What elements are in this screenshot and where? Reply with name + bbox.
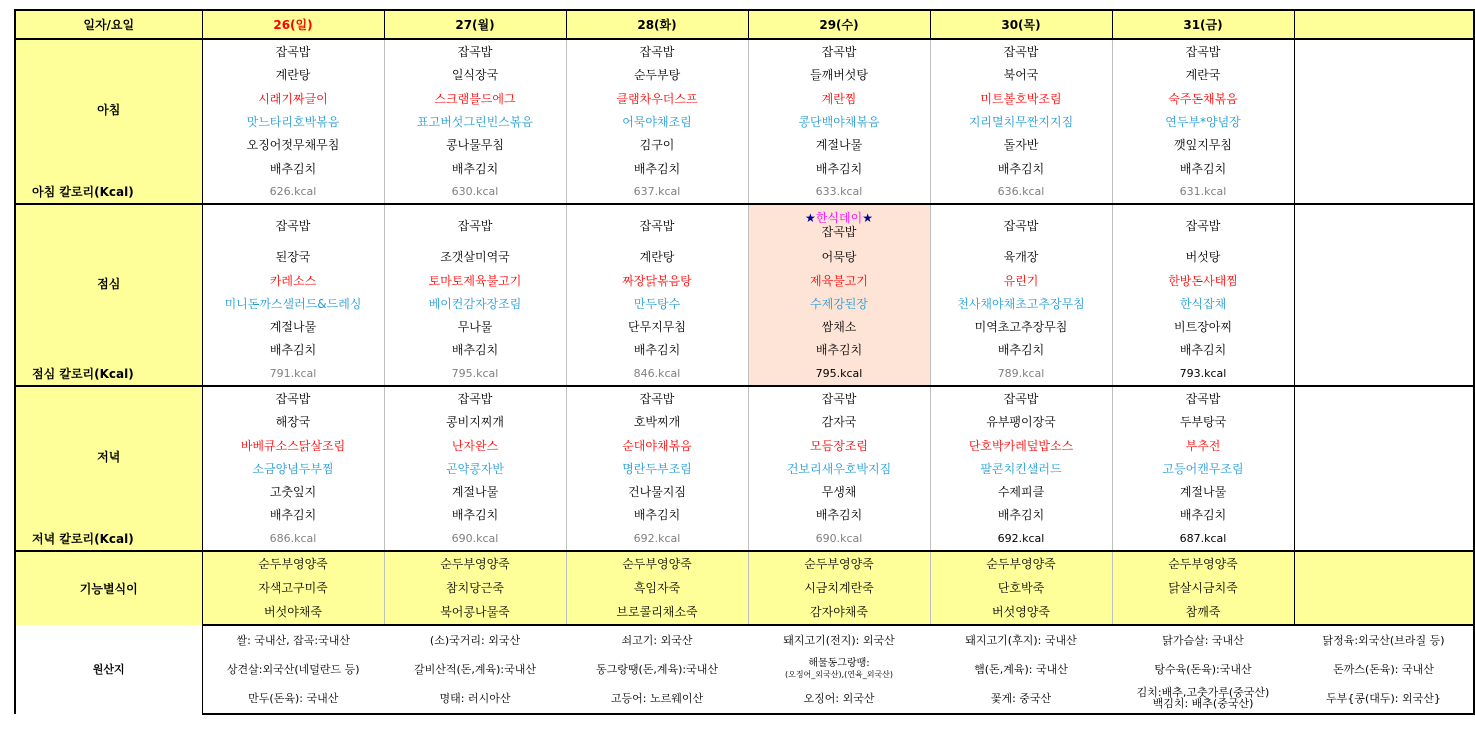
origin-item: 동그랑땡(돈,계육):국내산 xyxy=(595,663,719,677)
calorie-value: 791.kcal xyxy=(202,362,384,386)
empty-cell xyxy=(1294,292,1474,315)
lunch-row xyxy=(15,204,1474,245)
menu-item: 배추김치 xyxy=(384,503,566,526)
empty-cell xyxy=(1294,204,1474,245)
menu-item: 깻잎지무침 xyxy=(1112,133,1294,156)
breakfast-row xyxy=(15,110,1474,133)
empty-cell xyxy=(1294,551,1474,576)
calorie-value: 637.kcal xyxy=(566,180,748,204)
menu-item: 순두부탕 xyxy=(566,63,748,86)
menu-item: 미트볼호박조림 xyxy=(930,87,1112,110)
menu-item: 건보리새우호박지짐 xyxy=(748,457,930,480)
menu-item: 잡곡밥 xyxy=(202,204,384,245)
origin-item: 고등어: 노르웨이산 xyxy=(566,684,748,714)
menu-item: 배추김치 xyxy=(1112,503,1294,526)
menu-item: 배추김치 xyxy=(930,503,1112,526)
star-icon: ★ xyxy=(805,211,816,226)
lunch-label: 점심 xyxy=(15,204,202,361)
calorie-value: 795.kcal xyxy=(384,362,566,386)
menu-item: 돌자반 xyxy=(930,133,1112,156)
menu-item: 베이컨감자장조림 xyxy=(384,292,566,315)
menu-item: 두부탕국 xyxy=(1112,410,1294,433)
menu-item: 계절나물 xyxy=(1112,480,1294,503)
menu-item: 들깨버섯탕 xyxy=(748,63,930,86)
empty-cell xyxy=(1294,527,1474,551)
menu-item: 잡곡밥 xyxy=(1112,204,1294,245)
menu-item: 배추김치 xyxy=(748,503,930,526)
special-day-label: 한식데이 xyxy=(815,211,863,226)
menu-item: 잡곡밥 xyxy=(202,39,384,63)
menu-item: 계란국 xyxy=(1112,63,1294,86)
menu-item: 짜장닭볶음탕 xyxy=(566,268,748,291)
empty-cell xyxy=(1294,245,1474,268)
empty-cell xyxy=(1294,503,1474,526)
empty-cell xyxy=(1294,362,1474,386)
menu-item: 배추김치 xyxy=(930,156,1112,179)
menu-item: 계절나물 xyxy=(202,315,384,338)
origin-item: 쌀: 국내산, 잡곡:국내산 xyxy=(236,634,351,648)
origin-item: 만두(돈육): 국내산 xyxy=(202,684,384,714)
calorie-value: 690.kcal xyxy=(748,527,930,551)
porridge-item: 순두부영양죽 xyxy=(1112,551,1294,576)
breakfast-row xyxy=(15,133,1474,156)
functional-row xyxy=(15,600,1474,625)
menu-item: 계절나물 xyxy=(384,480,566,503)
menu-item: 계절나물 xyxy=(748,133,930,156)
dinner-row xyxy=(15,386,1474,410)
origin-item: 오징어: 외국산 xyxy=(748,684,930,714)
porridge-item: 순두부영양죽 xyxy=(748,551,930,576)
menu-item: 배추김치 xyxy=(202,503,384,526)
origin-item: 상견살:외국산(네덜란드 등) xyxy=(226,663,360,677)
menu-item: 콩비지찌개 xyxy=(384,410,566,433)
menu-item: 계란찜 xyxy=(748,87,930,110)
origin-item: 닭정육:외국산(브라질 등) xyxy=(1294,625,1474,655)
menu-item: 배추김치 xyxy=(566,156,748,179)
menu-item: 해장국 xyxy=(202,410,384,433)
day-header: 29(수) xyxy=(748,10,930,39)
menu-item: 버섯탕 xyxy=(1112,245,1294,268)
menu-item: 배추김치 xyxy=(748,338,930,361)
lunch-row xyxy=(15,362,1474,386)
empty-cell xyxy=(1294,63,1474,86)
menu-item: 잡곡밥 xyxy=(930,39,1112,63)
lunch-row xyxy=(15,245,1474,268)
menu-item: 잡곡밥 xyxy=(384,204,566,245)
menu-item: 한방돈사태찜 xyxy=(1112,268,1294,291)
origin-label: 원산지 xyxy=(15,625,202,714)
dinner-row xyxy=(15,410,1474,433)
calorie-value: 631.kcal xyxy=(1112,180,1294,204)
menu-item: 감자국 xyxy=(748,410,930,433)
porridge-item: 순두부영양죽 xyxy=(930,551,1112,576)
menu-item: 순대야채볶음 xyxy=(566,433,748,456)
breakfast-row xyxy=(15,156,1474,179)
origin-item: 쇠고기: 외국산 xyxy=(621,634,693,648)
calorie-value: 690.kcal xyxy=(384,527,566,551)
menu-item: 스크램블드에그 xyxy=(384,87,566,110)
menu-item: 미역초고추장무침 xyxy=(930,315,1112,338)
origin-line: 김치:배추,고춧가루(중국산) xyxy=(1136,686,1270,700)
porridge-item: 순두부영양죽 xyxy=(202,551,384,576)
menu-item: 클램차우더스프 xyxy=(566,87,748,110)
empty-cell xyxy=(1294,268,1474,291)
porridge-item: 버섯영양죽 xyxy=(930,600,1112,625)
menu-item: 배추김치 xyxy=(930,338,1112,361)
calorie-value: 626.kcal xyxy=(202,180,384,204)
origin-item xyxy=(748,655,930,684)
menu-item: 어묵야채조림 xyxy=(566,110,748,133)
empty-cell xyxy=(1294,410,1474,433)
day-header: 27(월) xyxy=(384,10,566,39)
menu-item: 북어국 xyxy=(930,63,1112,86)
menu-item: 잡곡밥 xyxy=(384,39,566,63)
dinner-row xyxy=(15,457,1474,480)
menu-item: 배추김치 xyxy=(384,338,566,361)
menu-item: 만두탕수 xyxy=(566,292,748,315)
origin-row xyxy=(15,625,1474,655)
menu-item: 명란두부조림 xyxy=(566,457,748,480)
menu-item: 한식잡채 xyxy=(1112,292,1294,315)
lunch-row xyxy=(15,315,1474,338)
menu-item: 단무지무침 xyxy=(566,315,748,338)
menu-item: 오징어젓무채무침 xyxy=(202,133,384,156)
menu-item: 콩나물무침 xyxy=(384,133,566,156)
porridge-item: 흑임자죽 xyxy=(566,576,748,600)
menu-item: 수제피클 xyxy=(930,480,1112,503)
porridge-item: 순두부영양죽 xyxy=(384,551,566,576)
breakfast-calorie-label: 아침 칼로리(Kcal) xyxy=(15,180,202,204)
menu-item: 지리멸치무짠지지짐 xyxy=(930,110,1112,133)
menu-item: 수제강된장 xyxy=(748,292,930,315)
origin-line: 해물동그랑땡: xyxy=(808,658,870,670)
empty-cell xyxy=(1294,480,1474,503)
empty-cell xyxy=(1294,39,1474,63)
origin-item: 명태: 러시아산 xyxy=(384,684,566,714)
porridge-item: 자색고구미죽 xyxy=(202,576,384,600)
origin-item: 꽃게: 중국산 xyxy=(930,684,1112,714)
origin-row xyxy=(15,655,1474,684)
origin-line: 백김치: 배추(중국산) xyxy=(1152,697,1254,711)
menu-item: 미니돈까스샐러드&드레싱 xyxy=(202,292,384,315)
origin-item: 햄(돈,계육): 국내산 xyxy=(974,663,1068,677)
menu-item: 바베큐소스닭살조림 xyxy=(202,433,384,456)
calorie-value: 687.kcal xyxy=(1112,527,1294,551)
menu-item: 어묵탕 xyxy=(748,245,930,268)
menu-item: 육개장 xyxy=(930,245,1112,268)
menu-item: 제육불고기 xyxy=(748,268,930,291)
dinner-row xyxy=(15,503,1474,526)
empty-cell xyxy=(1294,180,1474,204)
menu-item: 잡곡밥 xyxy=(1112,386,1294,410)
lunch-row xyxy=(15,268,1474,291)
meal-plan xyxy=(14,9,1462,715)
origin-line: (오징어_외국산),(연육_외국산) xyxy=(784,670,894,680)
empty-cell xyxy=(1294,386,1474,410)
date-header-label: 일자/요일 xyxy=(15,10,202,39)
menu-item: 부추전 xyxy=(1112,433,1294,456)
menu-item: 잡곡밥 xyxy=(1112,39,1294,63)
calorie-value: 846.kcal xyxy=(566,362,748,386)
menu-item: 잡곡밥 xyxy=(930,204,1112,245)
menu-item: 천사채야채초고추장무침 xyxy=(930,292,1112,315)
menu-item: 김구이 xyxy=(566,133,748,156)
menu-item: 잡곡밥 xyxy=(566,386,748,410)
empty-cell xyxy=(1294,156,1474,179)
day-header: 30(목) xyxy=(930,10,1112,39)
menu-item: 표고버섯그린빈스볶음 xyxy=(384,110,566,133)
menu-item: 일식장국 xyxy=(384,63,566,86)
calorie-value: 633.kcal xyxy=(748,180,930,204)
origin-item: 닭가슴살: 국내산 xyxy=(1162,634,1244,648)
breakfast-row xyxy=(15,180,1474,204)
menu-item: 연두부*양념장 xyxy=(1112,110,1294,133)
menu-item: 토마토제육불고기 xyxy=(384,268,566,291)
menu-item: 계란탕 xyxy=(566,245,748,268)
origin-item: (소)국거리: 외국산 xyxy=(429,634,521,648)
menu-item: 호박찌개 xyxy=(566,410,748,433)
breakfast-row xyxy=(15,63,1474,86)
menu-item: 배추김치 xyxy=(566,338,748,361)
calorie-value: 692.kcal xyxy=(930,527,1112,551)
meal-table xyxy=(14,9,1475,715)
origin-item: 탕수육(돈육):국내산 xyxy=(1154,663,1252,677)
menu-item: 잡곡밥 xyxy=(821,225,857,240)
porridge-item: 참깨죽 xyxy=(1112,600,1294,625)
menu-item: 잡곡밥 xyxy=(748,386,930,410)
porridge-item: 닭살시금치죽 xyxy=(1112,576,1294,600)
empty-cell xyxy=(1294,315,1474,338)
menu-item: 잡곡밥 xyxy=(748,39,930,63)
breakfast-row xyxy=(15,87,1474,110)
empty-cell xyxy=(1294,576,1474,600)
empty-cell xyxy=(1294,600,1474,625)
menu-item: 단호박카레덮밥소스 xyxy=(930,433,1112,456)
calorie-value: 692.kcal xyxy=(566,527,748,551)
porridge-item: 순두부영양죽 xyxy=(566,551,748,576)
origin-item: 두부{콩(대두): 외국산} xyxy=(1294,684,1474,714)
functional-row xyxy=(15,576,1474,600)
porridge-item: 단호박죽 xyxy=(930,576,1112,600)
dinner-row xyxy=(15,527,1474,551)
porridge-item: 감자야채죽 xyxy=(748,600,930,625)
origin-item: 돼지고기(전지): 외국산 xyxy=(783,634,895,648)
breakfast-label: 아침 xyxy=(15,39,202,180)
functional-label: 기능별식이 xyxy=(15,551,202,625)
menu-item: 배추김치 xyxy=(566,503,748,526)
calorie-value: 789.kcal xyxy=(930,362,1112,386)
menu-item: 맛느타리호박볶음 xyxy=(202,110,384,133)
calorie-value: 795.kcal xyxy=(748,362,930,386)
origin-item: 갈비산적(돈,계육):국내산 xyxy=(413,663,537,677)
menu-item: 배추김치 xyxy=(202,338,384,361)
dinner-row xyxy=(15,480,1474,503)
menu-item: 잡곡밥 xyxy=(384,386,566,410)
menu-item: 잡곡밥 xyxy=(202,386,384,410)
menu-item: 쌈채소 xyxy=(748,315,930,338)
origin-item: 돈까스(돈육): 국내산 xyxy=(1294,655,1474,684)
porridge-item: 버섯야채죽 xyxy=(202,600,384,625)
calorie-value: 793.kcal xyxy=(1112,362,1294,386)
calorie-value: 630.kcal xyxy=(384,180,566,204)
calorie-value: 686.kcal xyxy=(202,527,384,551)
origin-item: 돼지고기(후지): 국내산 xyxy=(965,634,1077,648)
functional-row xyxy=(15,551,1474,576)
menu-item: 곤약콩자반 xyxy=(384,457,566,480)
menu-item: 무생채 xyxy=(748,480,930,503)
menu-item: 무나물 xyxy=(384,315,566,338)
origin-row xyxy=(15,684,1474,714)
menu-item: 소금양념두부찜 xyxy=(202,457,384,480)
empty-cell xyxy=(1294,433,1474,456)
menu-item: 잡곡밥 xyxy=(566,204,748,245)
day-header: 31(금) xyxy=(1112,10,1294,39)
lunch-row xyxy=(15,338,1474,361)
breakfast-row xyxy=(15,39,1474,63)
porridge-item: 북어콩나물죽 xyxy=(384,600,566,625)
day-header: 26(일) xyxy=(202,10,384,39)
menu-item: 배추김치 xyxy=(748,156,930,179)
day-header xyxy=(1294,10,1474,39)
menu-item: 배추김치 xyxy=(1112,338,1294,361)
day-header: 28(화) xyxy=(566,10,748,39)
empty-cell xyxy=(1294,110,1474,133)
menu-item: 유부팽이장국 xyxy=(930,410,1112,433)
menu-item: 팔콘치킨샐러드 xyxy=(930,457,1112,480)
menu-item: 모듬장조림 xyxy=(748,433,930,456)
special-day-badge xyxy=(749,211,930,225)
dinner-row xyxy=(15,433,1474,456)
menu-item: 배추김치 xyxy=(202,156,384,179)
porridge-item: 참치당근죽 xyxy=(384,576,566,600)
empty-cell xyxy=(1294,87,1474,110)
porridge-item: 브로콜리채소죽 xyxy=(566,600,748,625)
dinner-calorie-label: 저녁 칼로리(Kcal) xyxy=(15,527,202,551)
menu-item: 잡곡밥 xyxy=(930,386,1112,410)
menu-item: 콩단백야채볶음 xyxy=(748,110,930,133)
menu-item: 카레소스 xyxy=(202,268,384,291)
origin-item xyxy=(1112,684,1294,714)
menu-item: 시래기짜글이 xyxy=(202,87,384,110)
menu-item: 배추김치 xyxy=(1112,156,1294,179)
dinner-label: 저녁 xyxy=(15,386,202,527)
porridge-item: 시금치계란죽 xyxy=(748,576,930,600)
menu-item: 난자완스 xyxy=(384,433,566,456)
menu-item: 숙주돈채볶음 xyxy=(1112,87,1294,110)
menu-item: 계란탕 xyxy=(202,63,384,86)
menu-item: 건나물지짐 xyxy=(566,480,748,503)
menu-item: 비트장아찌 xyxy=(1112,315,1294,338)
menu-item: 고춧잎지 xyxy=(202,480,384,503)
lunch-calorie-label: 점심 칼로리(Kcal) xyxy=(15,362,202,386)
menu-item: 고등어캔무조림 xyxy=(1112,457,1294,480)
empty-cell xyxy=(1294,338,1474,361)
empty-cell xyxy=(1294,457,1474,480)
header-row xyxy=(15,10,1474,39)
menu-item: 된장국 xyxy=(202,245,384,268)
korean-day-cell xyxy=(748,204,930,245)
menu-item: 조갯살미역국 xyxy=(384,245,566,268)
lunch-row xyxy=(15,292,1474,315)
calorie-value: 636.kcal xyxy=(930,180,1112,204)
star-icon: ★ xyxy=(862,211,873,226)
menu-item: 배추김치 xyxy=(384,156,566,179)
empty-cell xyxy=(1294,133,1474,156)
menu-item: 잡곡밥 xyxy=(566,39,748,63)
menu-item: 유린기 xyxy=(930,268,1112,291)
